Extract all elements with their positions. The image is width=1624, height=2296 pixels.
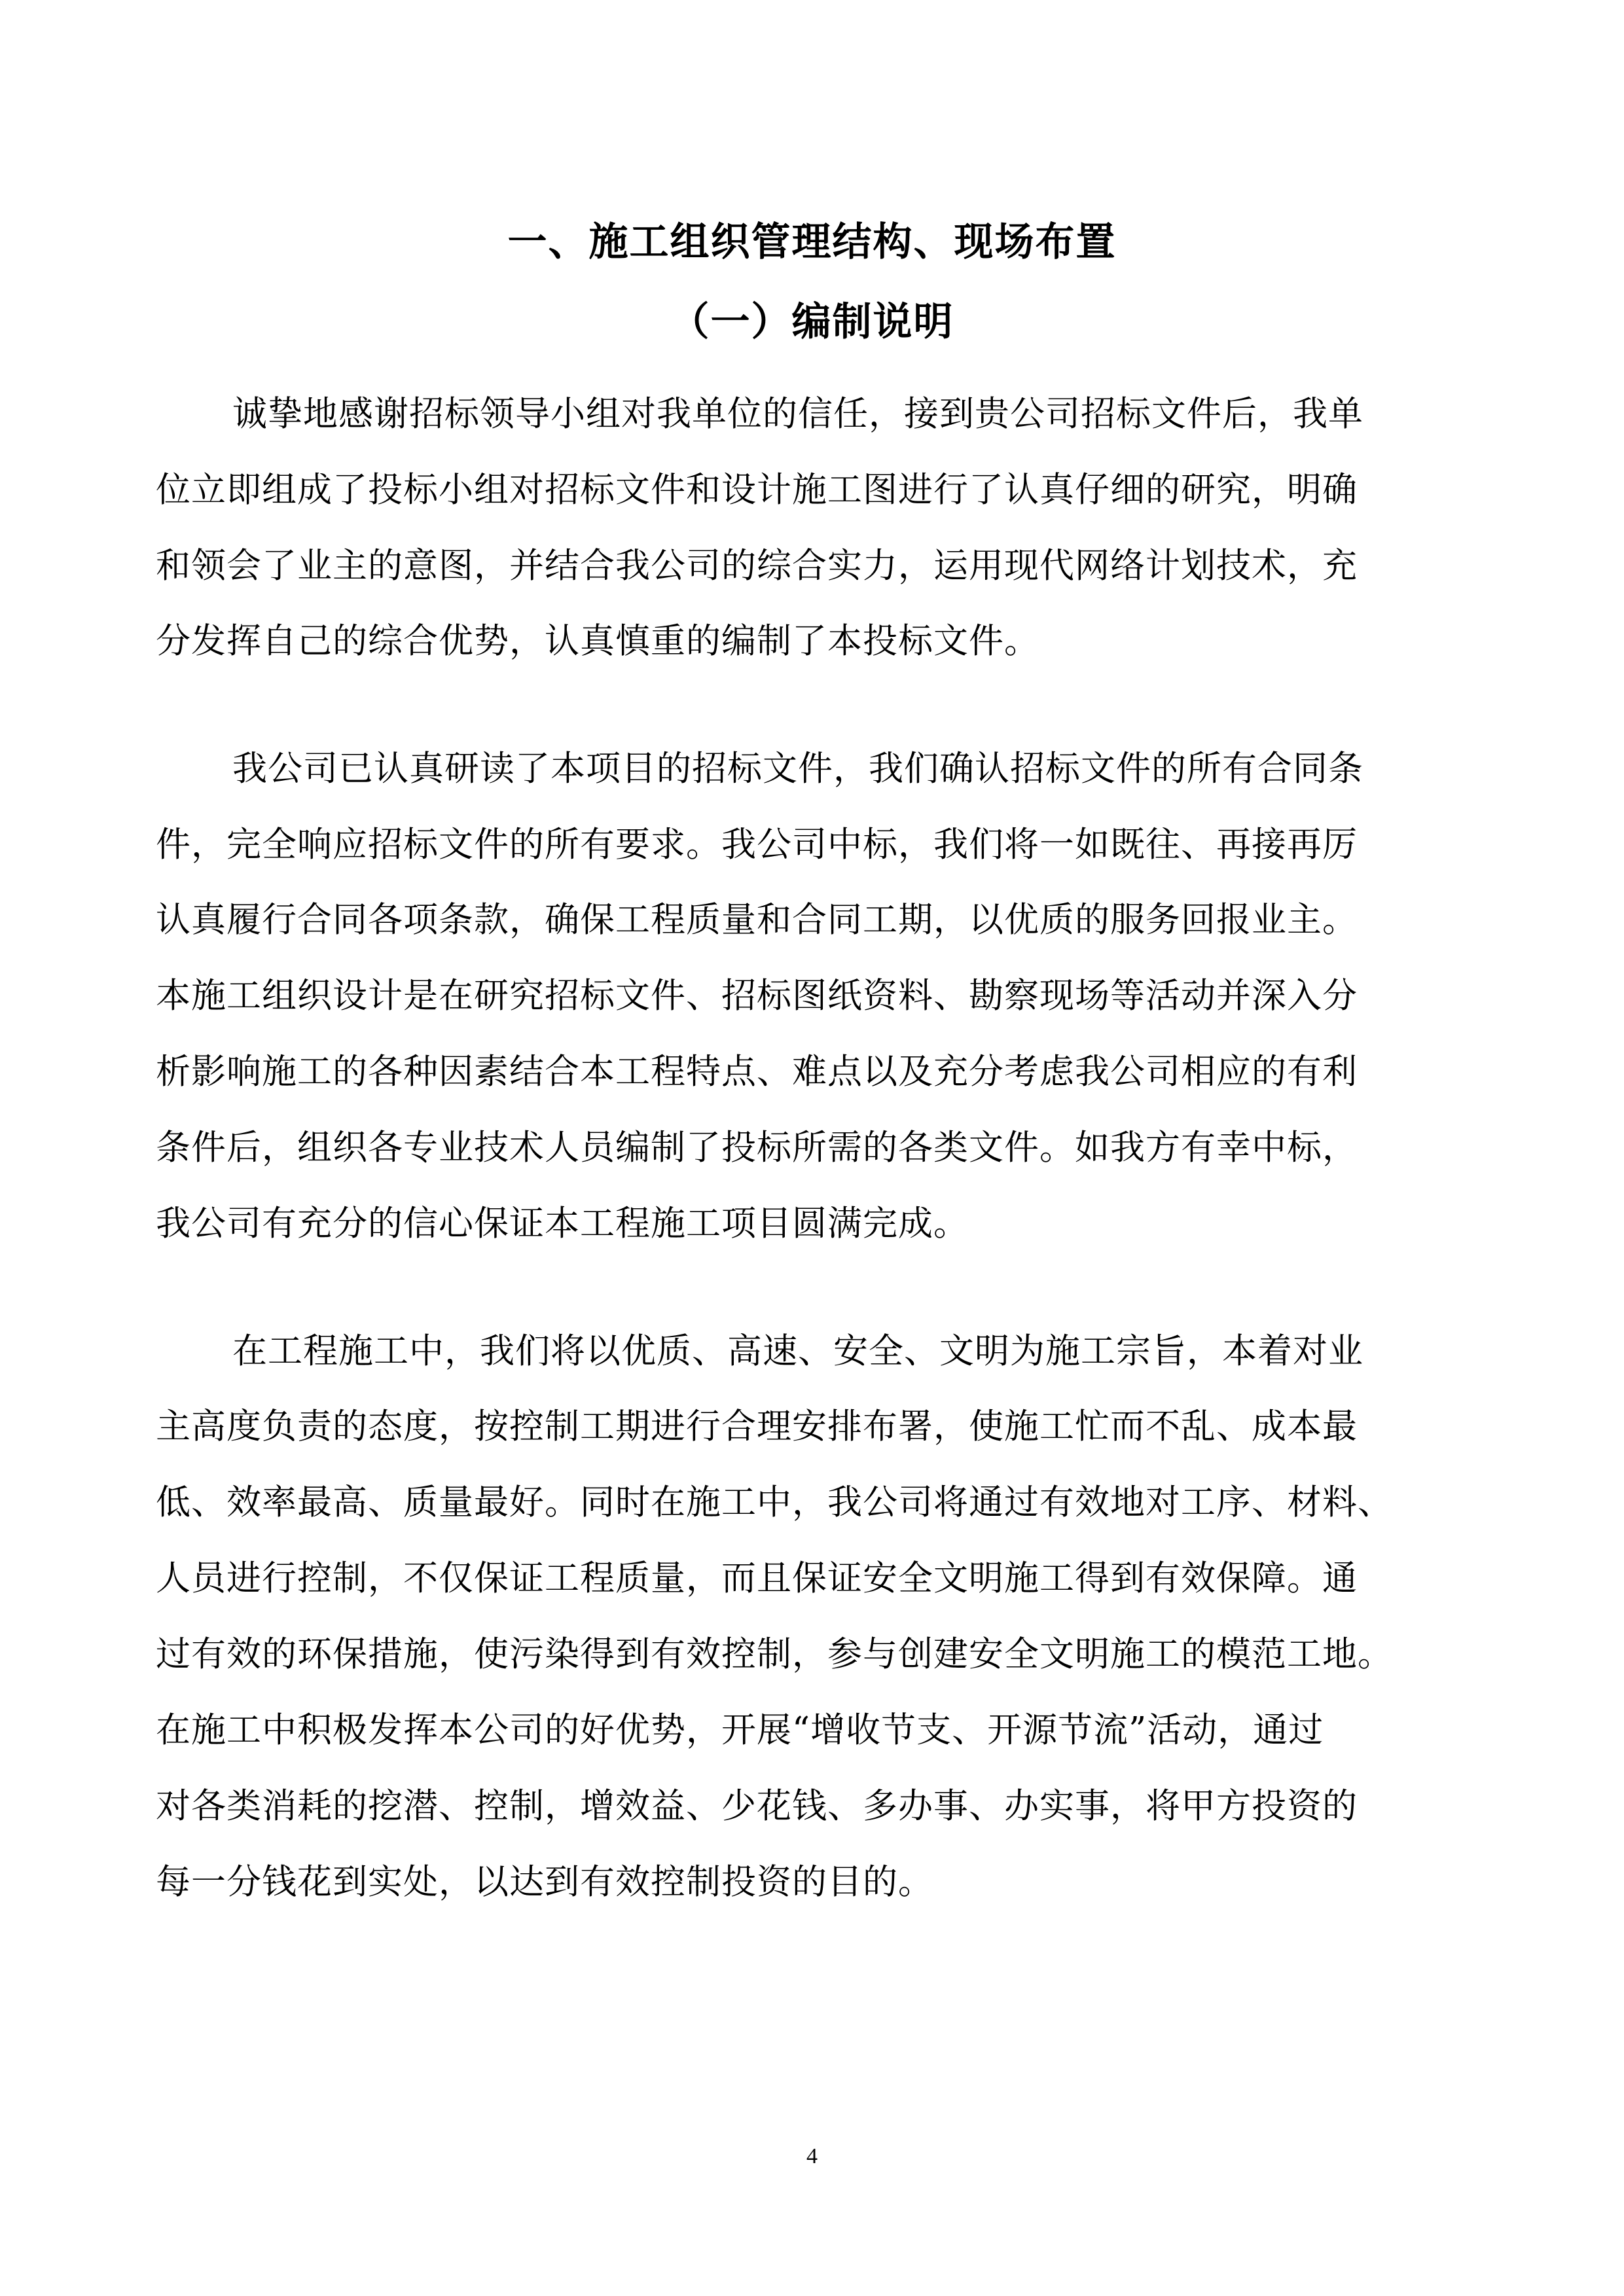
- paragraph-line: 件，完全响应招标文件的所有要求。我公司中标，我们将一如既往、再接再厉: [156, 825, 1358, 865]
- paragraph-line: 每一分钱花到实处，以达到有效控制投资的目的。: [156, 1862, 933, 1902]
- paragraph-line: 析影响施工的各种因素结合本工程特点、难点以及充分考虑我公司相应的有利: [156, 1052, 1358, 1092]
- paragraph-line: 在施工中积极发挥本公司的好优势，开展“增收节支、开源节流”活动，通过: [156, 1710, 1324, 1750]
- paragraph-line: 我公司有充分的信心保证本工程施工项目圆满完成。: [156, 1204, 969, 1244]
- paragraph-line: 人员进行控制，不仅保证工程质量，而且保证安全文明施工得到有效保障。通: [156, 1558, 1358, 1598]
- page-title: 一、施工组织管理结构、现场布置: [507, 219, 1117, 265]
- section-heading: （一）编制说明: [670, 299, 954, 345]
- paragraph-line: 主高度负责的态度，按控制工期进行合理安排布署，使施工忙而不乱、成本最: [156, 1407, 1358, 1446]
- page-number: 4: [806, 2144, 818, 2168]
- paragraph-line: 本施工组织设计是在研究招标文件、招标图纸资料、勘察现场等活动并深入分: [156, 976, 1358, 1016]
- paragraph-line: 分发挥自己的综合优势，认真慎重的编制了本投标文件。: [156, 621, 1039, 661]
- paragraph-line: 诚挚地感谢招标领导小组对我单位的信任，接到贵公司招标文件后，我单: [232, 394, 1363, 434]
- paragraph-line: 认真履行合同各项条款，确保工程质量和合同工期，以优质的服务回报业主。: [156, 900, 1358, 940]
- paragraph-line: 过有效的环保措施，使污染得到有效控制，参与创建安全文明施工的模范工地。: [156, 1634, 1393, 1674]
- paragraph-line: 我公司已认真研读了本项目的招标文件，我们确认招标文件的所有合同条: [232, 749, 1363, 789]
- paragraph-line: 和领会了业主的意图，并结合我公司的综合实力，运用现代网络计划技术，充: [156, 546, 1358, 586]
- paragraph-line: 在工程施工中，我们将以优质、高速、安全、文明为施工宗旨，本着对业: [232, 1331, 1363, 1371]
- paragraph-line: 位立即组成了投标小组对招标文件和设计施工图进行了认真仔细的研究，明确: [156, 470, 1358, 510]
- paragraph-line: 低、效率最高、质量最好。同时在施工中，我公司将通过有效地对工序、材料、: [156, 1482, 1393, 1522]
- paragraph-line: 条件后，组织各专业技术人员编制了投标所需的各类文件。如我方有幸中标，: [156, 1128, 1358, 1168]
- paragraph-line: 对各类消耗的挖潜、控制，增效益、少花钱、多办事、办实事，将甲方投资的: [156, 1786, 1358, 1826]
